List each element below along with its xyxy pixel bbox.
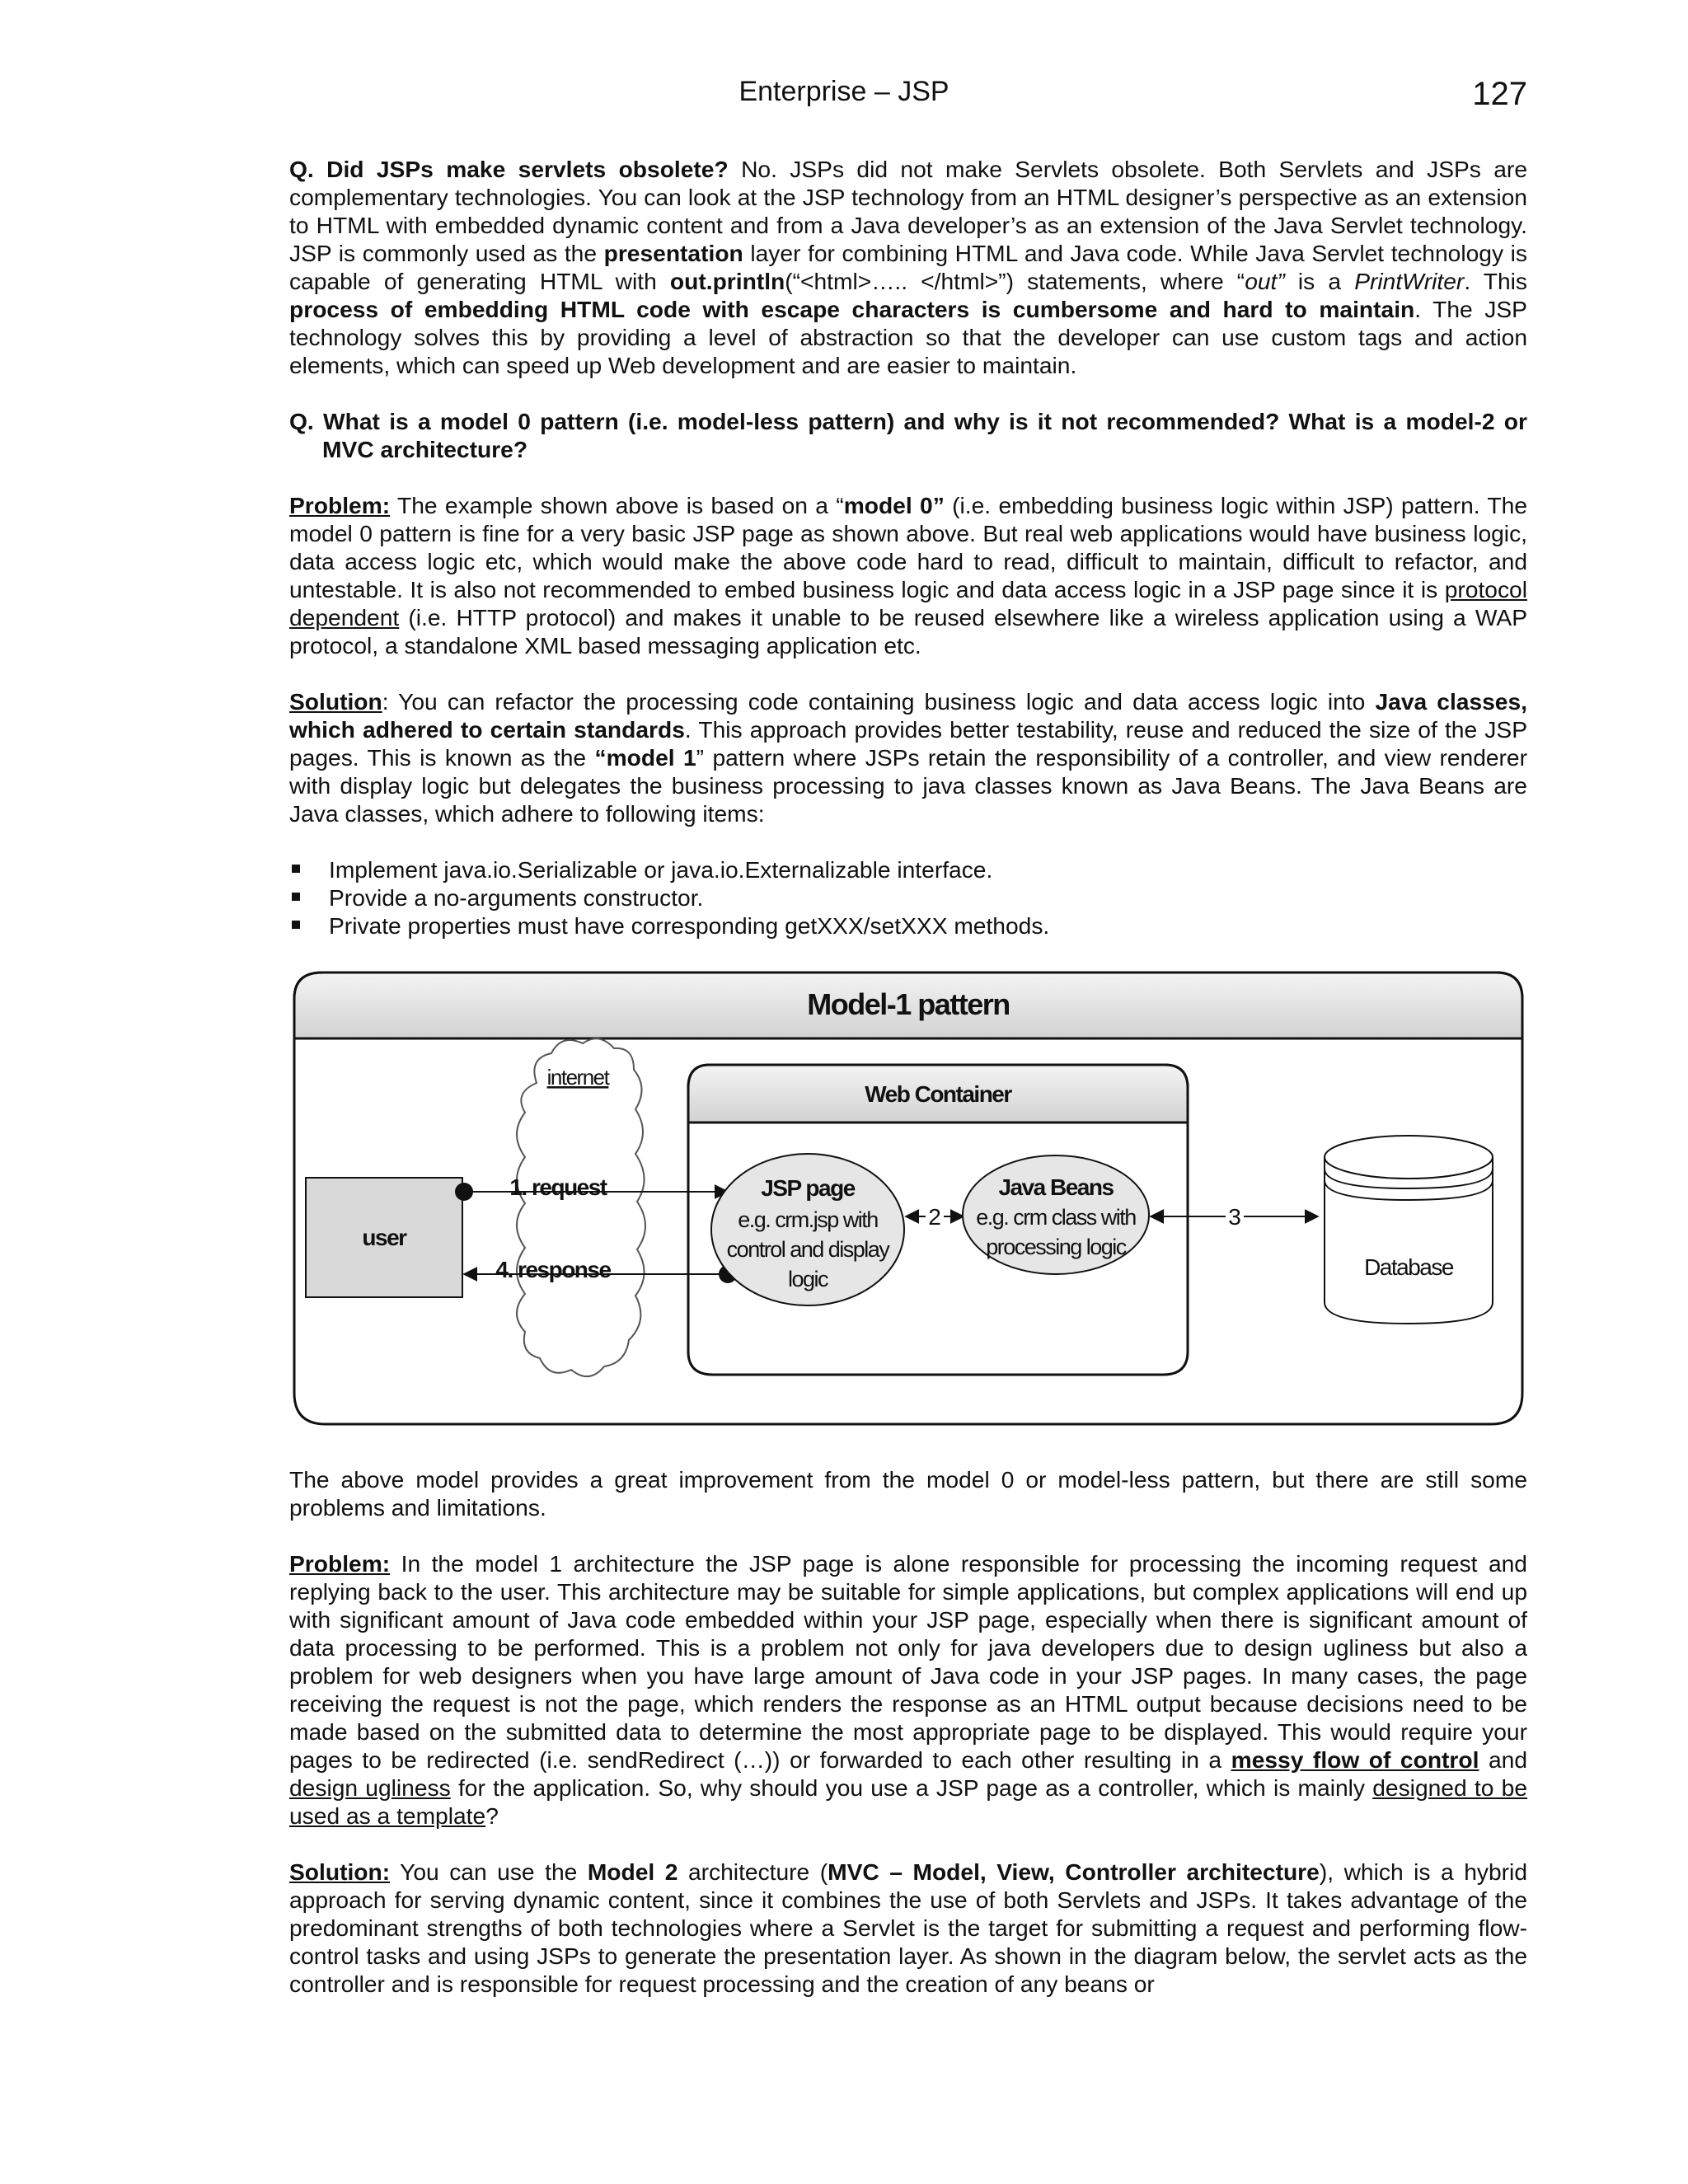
problem2-underline-ugliness: design ugliness [289, 1774, 451, 1801]
user-label: user [362, 1225, 406, 1250]
running-header: Enterprise – JSP [738, 76, 950, 107]
solution1-paragraph [289, 687, 1527, 827]
list-item-text: Provide a no-arguments constructor. [329, 884, 704, 911]
problem2-text: and [1479, 1746, 1528, 1773]
problem1-label: Problem: [289, 492, 391, 518]
q1-bold-cumbersome: process of embedding HTML code with escape characters is cumbersome and hard to maintain [289, 296, 1415, 322]
solution1-text: : You can refactor the processing code containing business logic and data access logic into [382, 688, 1376, 715]
jsp-page-line2: control and display [726, 1237, 889, 1262]
q1-bold-println: out.println [669, 268, 785, 294]
page-content [289, 155, 1527, 2026]
model1-diagram-svg [289, 968, 1527, 1437]
problem1-text: (i.e. embedding business logic within JSP) pattern. The model 0 pattern is fine for a very basic JSP page as shown above. But real web applications would have business logic, data access logic etc, which would make the above code hard to read, difficult to maintain, difficult to refactor, and untestable. It is also not recommended to embed business logic and data access logic in a JSP page since it is [289, 492, 1528, 602]
solution1-label: Solution [289, 688, 382, 715]
list-item-text: Implement java.io.Serializable or java.io.Externalizable interface. [329, 856, 993, 883]
solution2-text: You can use the [390, 1858, 588, 1885]
jsp-page-line1: e.g. crm.jsp with [738, 1207, 878, 1232]
database-icon [1325, 1136, 1493, 1324]
solution1-bold-model1: “model 1 [594, 744, 696, 771]
java-beans-line2: processing logic [986, 1235, 1126, 1259]
page-number: 127 [1472, 76, 1527, 112]
q1-text: (“<html>….. </html>”) statements, where “ [785, 268, 1245, 294]
problem2-paragraph [289, 1549, 1527, 1830]
problem1-bold-model0: model 0” [843, 492, 945, 518]
database-label: Database [1364, 1254, 1453, 1280]
solution2-text: ), which is a hybrid approach for serving dynamic content, since it combines the use of both Servlets and JSPs. It takes advantage of the predominant strengths of both technologies where a Servlet is the target for submitting a request and performing flow-control tasks and using JSPs to generate the presentation layer. As shown in the diagram below, the servlet acts as the controller and is responsible for request processing and the creation of any beans or [289, 1858, 1527, 1997]
q1-italic-printwriter: PrintWriter [1354, 268, 1465, 294]
request-origin-dot [455, 1183, 473, 1201]
solution2-bold-model2: Model 2 [587, 1858, 678, 1885]
java-beans-line1: e.g. crm class with [976, 1205, 1136, 1230]
internet-label: internet [546, 1065, 609, 1090]
model1-diagram [289, 968, 1527, 1437]
q1-question: Q. Did JSPs make servlets obsolete? [289, 156, 729, 182]
problem1-text: (i.e. HTTP protocol) and makes it unable to be reused elsewhere like a wireless application using a WAP protocol, a standalone XML based messaging application etc. [289, 604, 1527, 658]
q1-paragraph [289, 155, 1527, 379]
after-diagram-paragraph: The above model provides a great improvement from the model 0 or model-less pattern, but there are still some problems and limitations. [289, 1466, 1527, 1521]
bullet-square-icon [292, 865, 300, 873]
solution2-text: architecture ( [678, 1858, 828, 1885]
q1-bold-presentation: presentation [603, 240, 743, 266]
solution2-paragraph [289, 1858, 1527, 1998]
bean-requirements-list [289, 855, 1527, 940]
solution1-text: . This approach provides better testability, reuse and reduced the size of the JSP pages. This is known as the [289, 716, 1527, 771]
response-label: 4. response [495, 1257, 611, 1282]
q2-question: Q. What is a model 0 pattern (i.e. model-less pattern) and why is it not recommended? What is a model-2 or MVC architecture? [289, 408, 1527, 462]
java-beans-title: Java Beans [998, 1174, 1114, 1200]
bullet-square-icon [292, 921, 300, 929]
problem1-text: The example shown above is based on a “ [390, 492, 844, 518]
q1-text: is a [1284, 268, 1355, 294]
arrow2-label: 2 [928, 1204, 941, 1230]
problem2-underline-template: designed to be used as a template [289, 1774, 1527, 1829]
solution2-label: Solution: [289, 1858, 391, 1885]
solution1-bold-java-classes: Java classes, which adhered to certain standards [289, 688, 1527, 743]
problem2-label: Problem: [289, 1550, 391, 1577]
problem2-text: ? [485, 1802, 499, 1829]
request-label: 1. request [509, 1174, 607, 1200]
problem2-bold-messy-flow: messy flow of control [1231, 1746, 1479, 1773]
q1-text: No. JSPs did not make Servlets obsolete. Both Servlets and JSPs are complementary technologies. You can look at the JSP technology from an HTML designer’s perspective as an extension to HTML with embedded dynamic content and from a Java developer’s as an extension of the Java Servlet technology. JSP is commonly used as the [289, 156, 1527, 266]
problem1-paragraph [289, 491, 1527, 659]
q1-italic-out: out” [1245, 268, 1285, 294]
arrow3-label: 3 [1228, 1204, 1241, 1230]
list-item-text: Private properties must have corresponding getXXX/setXXX methods. [329, 912, 1050, 939]
web-container-label: Web Container [865, 1081, 1011, 1107]
solution2-bold-mvc: MVC – Model, View, Controller architecture [828, 1858, 1320, 1885]
jsp-page-line3: logic [787, 1267, 828, 1291]
bullet-square-icon [292, 893, 300, 901]
jsp-page-title: JSP page [761, 1175, 855, 1201]
list-item [289, 883, 1527, 912]
problem1-underline-protocol: protocol dependent [289, 576, 1527, 630]
q1-text: . This [1464, 268, 1528, 294]
problem2-text: In the model 1 architecture the JSP page is alone responsible for processing the incoming request and replying back to the user. This architecture may be suitable for simple applications, but complex applications will end up with significant amount of Java code embedded within your JSP page, especially when there is significant amount of data processing to be performed. This is a problem not only for java developers due to design ugliness but also a problem for web designers when you have large amount of Java code in your JSP pages. In many cases, the page receiving the request is not the page, which renders the response as an HTML output because decisions need to be made based on the submitted data to determine the most appropriate page to be displayed. This would require your pages to be redirected (i.e. sendRedirect (…)) or forwarded to each other resulting in a [289, 1550, 1527, 1773]
problem2-text: for the application. So, why should you use a JSP page as a controller, which is mainly [450, 1774, 1373, 1801]
diagram-title: Model-1 pattern [807, 987, 1010, 1021]
list-item [289, 912, 1527, 940]
list-item [289, 855, 1527, 883]
q1-text: layer for combining HTML and Java code. While Java Servlet technology is capable of generating HTML with [289, 240, 1527, 294]
q1-text: . The JSP technology solves this by providing a level of abstraction so that the developer can use custom tags and action elements, which can speed up Web development and are easier to maintain. [289, 296, 1527, 378]
solution1-text: ” pattern where JSPs retain the responsibility of a controller, and view renderer with display logic but delegates the business processing to java classes known as Java Beans. The Java Beans are Java classes, which adhere to following items: [289, 744, 1527, 827]
